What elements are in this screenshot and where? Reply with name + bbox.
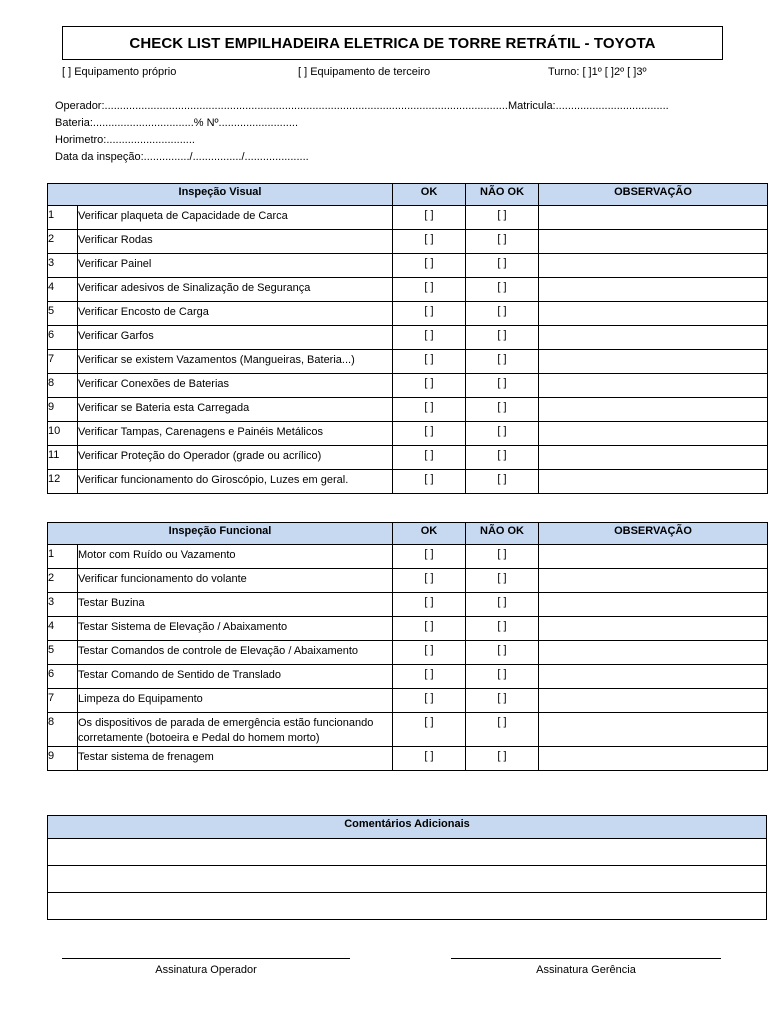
ok-checkbox[interactable]: [ ] (393, 350, 466, 374)
ok-checkbox[interactable]: [ ] (393, 641, 466, 665)
ok-checkbox[interactable]: [ ] (393, 422, 466, 446)
row-item-label: Os dispositivos de parada de emergência estão funcionando corretamente (botoeira e Pedal do homem morto) (78, 713, 393, 747)
observation-column-header: OBSERVAÇÃO (539, 523, 768, 545)
table-row (48, 350, 768, 374)
ok-checkbox[interactable]: [ ] (393, 206, 466, 230)
table-row (48, 278, 768, 302)
table-row (48, 374, 768, 398)
ok-checkbox[interactable]: [ ] (393, 302, 466, 326)
observation-column-header: OBSERVAÇÃO (539, 184, 768, 206)
observation-cell[interactable] (539, 545, 768, 569)
manager-signature-line[interactable] (451, 958, 721, 959)
row-number: 7 (48, 350, 78, 374)
not-ok-checkbox[interactable]: [ ] (466, 254, 539, 278)
operator-field[interactable]: Operador:....................................................................................................................................Matricula:..................................... (55, 100, 669, 112)
not-ok-checkbox[interactable]: [ ] (466, 206, 539, 230)
ok-column-header: OK (393, 184, 466, 206)
ok-checkbox[interactable]: [ ] (393, 569, 466, 593)
row-item-label: Limpeza do Equipamento (78, 689, 393, 713)
observation-cell[interactable] (539, 569, 768, 593)
table-row (48, 617, 768, 641)
row-number: 5 (48, 302, 78, 326)
ok-checkbox[interactable]: [ ] (393, 545, 466, 569)
not-ok-column-header: NÃO OK (466, 184, 539, 206)
table-row (48, 230, 768, 254)
third-party-equipment-option[interactable]: [ ] Equipamento de terceiro (298, 66, 431, 78)
visual-inspection-table (47, 183, 768, 494)
row-item-label: Verificar funcionamento do Giroscópio, Luzes em geral. (78, 470, 393, 494)
manager-signature-label: Assinatura Gerência (536, 964, 636, 976)
ok-checkbox[interactable]: [ ] (393, 398, 466, 422)
not-ok-checkbox[interactable]: [ ] (466, 593, 539, 617)
table-row (48, 665, 768, 689)
observation-cell[interactable] (539, 641, 768, 665)
table-row (48, 689, 768, 713)
row-item-label: Verificar Encosto de Carga (78, 302, 393, 326)
row-number: 3 (48, 254, 78, 278)
ok-checkbox[interactable]: [ ] (393, 230, 466, 254)
row-number: 1 (48, 545, 78, 569)
observation-cell[interactable] (539, 665, 768, 689)
row-number: 9 (48, 398, 78, 422)
observation-cell[interactable] (539, 747, 768, 771)
ok-checkbox[interactable]: [ ] (393, 278, 466, 302)
row-number: 8 (48, 713, 78, 747)
row-item-label: Verificar Tampas, Carenagens e Painéis Metálicos (78, 422, 393, 446)
inspection-date-field[interactable]: Data da inspeção:.............../................/..................... (55, 151, 309, 163)
not-ok-checkbox[interactable]: [ ] (466, 422, 539, 446)
hourmeter-field[interactable]: Horimetro:............................. (55, 134, 195, 146)
row-number: 3 (48, 593, 78, 617)
row-item-label: Testar Comandos de controle de Elevação / Abaixamento (78, 641, 393, 665)
row-item-label: Testar Comando de Sentido de Translado (78, 665, 393, 689)
operator-signature-label: Assinatura Operador (155, 964, 257, 976)
row-number: 2 (48, 230, 78, 254)
not-ok-checkbox[interactable]: [ ] (466, 689, 539, 713)
observation-cell[interactable] (539, 374, 768, 398)
row-item-label: Verificar funcionamento do volante (78, 569, 393, 593)
ok-checkbox[interactable]: [ ] (393, 713, 466, 747)
own-equipment-option[interactable]: [ ] Equipamento próprio (62, 66, 177, 78)
observation-cell[interactable] (539, 278, 768, 302)
shift-options[interactable]: Turno: [ ]1º [ ]2º [ ]3º (548, 66, 647, 78)
observation-cell[interactable] (539, 422, 768, 446)
row-number: 9 (48, 747, 78, 771)
ok-checkbox[interactable]: [ ] (393, 665, 466, 689)
ok-checkbox[interactable]: [ ] (393, 326, 466, 350)
observation-cell[interactable] (539, 398, 768, 422)
not-ok-checkbox[interactable]: [ ] (466, 569, 539, 593)
ok-checkbox[interactable]: [ ] (393, 374, 466, 398)
not-ok-checkbox[interactable]: [ ] (466, 470, 539, 494)
table-row (48, 254, 768, 278)
observation-cell[interactable] (539, 230, 768, 254)
document-title: CHECK LIST EMPILHADEIRA ELETRICA DE TORRE RETRÁTIL - TOYOTA (62, 26, 723, 60)
ok-checkbox[interactable]: [ ] (393, 747, 466, 771)
not-ok-checkbox[interactable]: [ ] (466, 278, 539, 302)
row-item-label: Motor com Ruído ou Vazamento (78, 545, 393, 569)
observation-cell[interactable] (539, 326, 768, 350)
table-row (48, 422, 768, 446)
observation-cell[interactable] (539, 689, 768, 713)
row-item-label: Testar Buzina (78, 593, 393, 617)
row-item-label: Testar sistema de frenagem (78, 747, 393, 771)
ok-checkbox[interactable]: [ ] (393, 254, 466, 278)
comments-header: Comentários Adicionais (48, 816, 767, 839)
not-ok-checkbox[interactable]: [ ] (466, 665, 539, 689)
table-row (48, 545, 768, 569)
comment-line[interactable] (48, 893, 767, 920)
row-number: 6 (48, 326, 78, 350)
row-number: 11 (48, 446, 78, 470)
ok-column-header: OK (393, 523, 466, 545)
battery-field[interactable]: Bateria:.................................% Nº.......................... (55, 117, 299, 129)
row-item-label: Verificar se Bateria esta Carregada (78, 398, 393, 422)
row-number: 1 (48, 206, 78, 230)
not-ok-checkbox[interactable]: [ ] (466, 545, 539, 569)
row-item-label: Verificar Conexões de Baterias (78, 374, 393, 398)
observation-cell[interactable] (539, 470, 768, 494)
additional-comments-table (47, 815, 767, 920)
not-ok-checkbox[interactable]: [ ] (466, 713, 539, 747)
functional-section-header: Inspeção Funcional (48, 523, 393, 545)
row-number: 5 (48, 641, 78, 665)
not-ok-checkbox[interactable]: [ ] (466, 641, 539, 665)
row-number: 10 (48, 422, 78, 446)
table-header-row (48, 184, 768, 206)
observation-cell[interactable] (539, 446, 768, 470)
row-number: 8 (48, 374, 78, 398)
table-row (48, 470, 768, 494)
row-number: 4 (48, 617, 78, 641)
functional-inspection-table (47, 522, 768, 771)
table-row (48, 747, 768, 771)
observation-cell[interactable] (539, 206, 768, 230)
row-item-label: Verificar adesivos de Sinalização de Segurança (78, 278, 393, 302)
table-row (48, 326, 768, 350)
row-number: 2 (48, 569, 78, 593)
not-ok-column-header: NÃO OK (466, 523, 539, 545)
observation-cell[interactable] (539, 302, 768, 326)
comment-line[interactable] (48, 866, 767, 893)
table-row (48, 206, 768, 230)
not-ok-checkbox[interactable]: [ ] (466, 374, 539, 398)
row-item-label: Verificar plaqueta de Capacidade de Carca (78, 206, 393, 230)
operator-signature-line[interactable] (62, 958, 350, 959)
ok-checkbox[interactable]: [ ] (393, 593, 466, 617)
table-header-row (48, 523, 768, 545)
row-number: 12 (48, 470, 78, 494)
row-item-label: Verificar Proteção do Operador (grade ou acrílico) (78, 446, 393, 470)
row-item-label: Verificar se existem Vazamentos (Mangueiras, Bateria...) (78, 350, 393, 374)
not-ok-checkbox[interactable]: [ ] (466, 747, 539, 771)
row-number: 6 (48, 665, 78, 689)
table-row (48, 641, 768, 665)
observation-cell[interactable] (539, 617, 768, 641)
not-ok-checkbox[interactable]: [ ] (466, 446, 539, 470)
not-ok-checkbox[interactable]: [ ] (466, 398, 539, 422)
not-ok-checkbox[interactable]: [ ] (466, 326, 539, 350)
visual-section-header: Inspeção Visual (48, 184, 393, 206)
comment-line[interactable] (48, 839, 767, 866)
ok-checkbox[interactable]: [ ] (393, 689, 466, 713)
observation-cell[interactable] (539, 350, 768, 374)
table-row (48, 302, 768, 326)
table-row (48, 593, 768, 617)
observation-cell[interactable] (539, 593, 768, 617)
table-row (48, 569, 768, 593)
not-ok-checkbox[interactable]: [ ] (466, 302, 539, 326)
row-item-label: Verificar Rodas (78, 230, 393, 254)
ok-checkbox[interactable]: [ ] (393, 617, 466, 641)
observation-cell[interactable] (539, 254, 768, 278)
row-item-label: Verificar Painel (78, 254, 393, 278)
table-row (48, 713, 768, 747)
table-row (48, 446, 768, 470)
not-ok-checkbox[interactable]: [ ] (466, 617, 539, 641)
table-row (48, 398, 768, 422)
row-item-label: Verificar Garfos (78, 326, 393, 350)
observation-cell[interactable] (539, 713, 768, 747)
row-number: 7 (48, 689, 78, 713)
not-ok-checkbox[interactable]: [ ] (466, 230, 539, 254)
row-number: 4 (48, 278, 78, 302)
not-ok-checkbox[interactable]: [ ] (466, 350, 539, 374)
ok-checkbox[interactable]: [ ] (393, 470, 466, 494)
ok-checkbox[interactable]: [ ] (393, 446, 466, 470)
row-item-label: Testar Sistema de Elevação / Abaixamento (78, 617, 393, 641)
